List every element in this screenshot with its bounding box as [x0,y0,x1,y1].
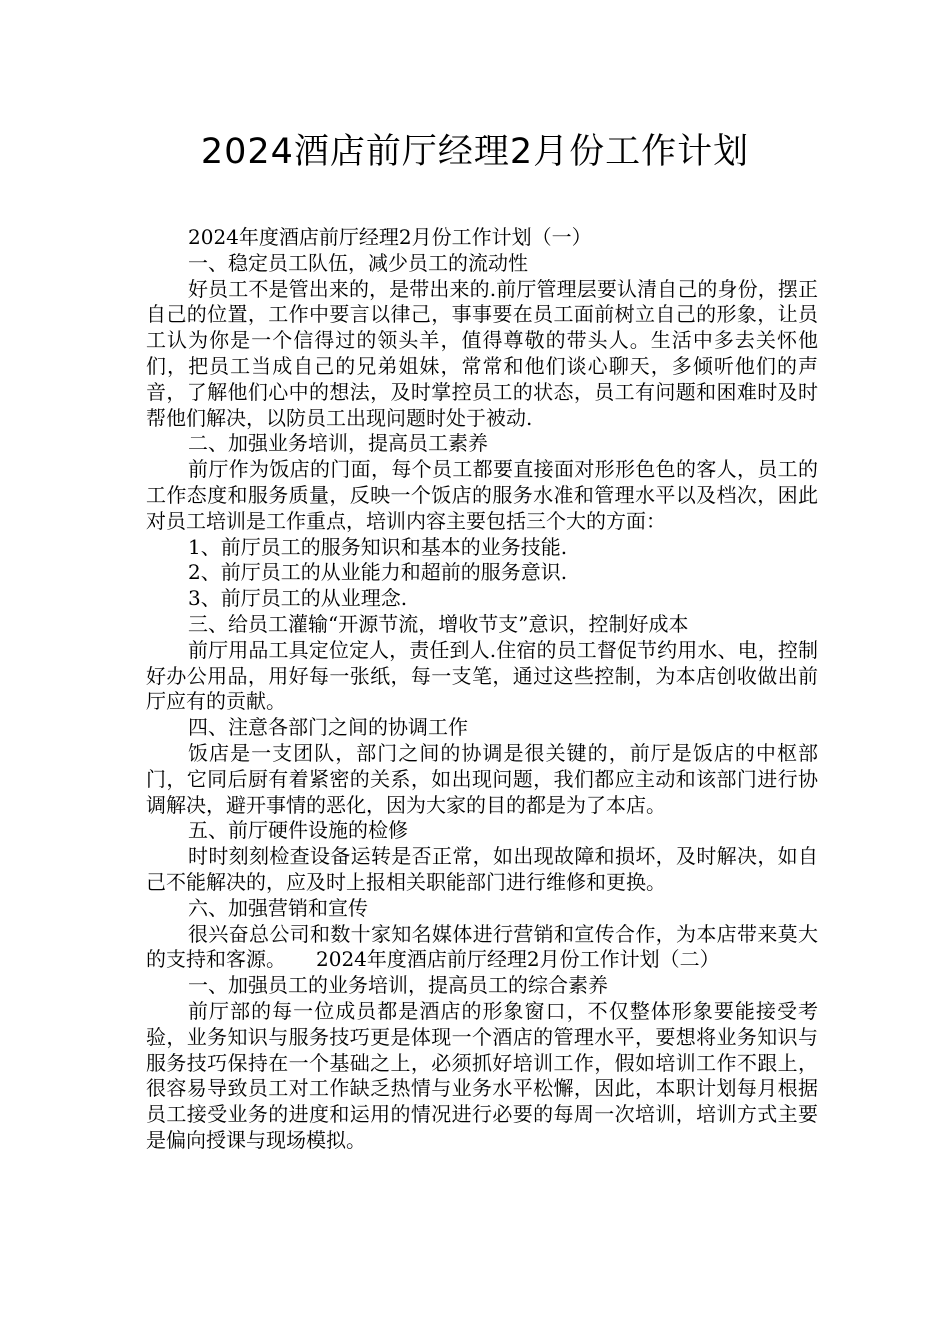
section-heading: 二、加强业务培训，提高员工素养 [188,431,488,456]
list-item: 3、前厅员工的从业理念. [188,586,408,611]
paragraph: 很兴奋总公司和数十家知名媒体进行营销和宣传合作，为本店带来莫大的支持和客源。 2024年度酒店前厅经理2月份工作计划（二） [146,921,818,972]
paragraph: 前厅用品工具定位定人，责任到人.住宿的员工督促节约用水、电，控制好办公用品，用好每一张纸，每一支笔，通过这些控制，为本店创收做出前厅应有的贡献。 [146,637,818,714]
paragraph: 前厅作为饭店的门面，每个员工都要直接面对形形色色的客人，员工的工作态度和服务质量，反映一个饭店的服务水准和管理水平以及档次，困此对员工培训是工作重点，培训内容主要包括三个大的方面： [146,457,818,533]
section-heading: 一、稳定员工队伍，减少员工的流动性 [188,250,528,275]
document-title: 2024酒店前厅经理2月份工作计划 [200,132,750,172]
paragraph: 好员工不是管出来的，是带出来的.前厅管理层要认清自己的身份，摆正自己的位置，工作中要言以律己，事事要在员工面前树立自己的形象，让员工认为你是一个信得过的领头羊，值得尊敬的带头人。生活中多去关怀他们，把员工当成自己的兄弟姐妹，常常和他们谈心聊天，多倾听他们的声音，了解他们心中的想法，及时掌控员工的状态，员工有问题和困难时及时帮他们解决，以防员工出现问题时处于被动. [146,276,818,430]
section-heading: 一、加强员工的业务培训，提高员工的综合素养 [188,973,608,998]
section-heading: 三、给员工灌输“开源节流，增收节支”意识，控制好成本 [188,611,689,636]
section-heading: 四、注意各部门之间的协调工作 [188,715,468,740]
section-heading: 五、前厅硬件设施的检修 [188,818,408,843]
paragraph: 饭店是一支团队，部门之间的协调是很关键的，前厅是饭店的中枢部门，它同后厨有着紧密的关系，如出现问题，我们都应主动和该部门进行协调解决，避开事情的恶化，因为大家的目的都是为了本店。 [146,740,818,817]
section-heading: 六、加强营销和宣传 [188,895,368,920]
paragraph: 前厅部的每一位成员都是酒店的形象窗口，不仅整体形象要能接受考验，业务知识与服务技巧更是体现一个酒店的管理水平，要想将业务知识与服务技巧保持在一个基础之上，必须抓好培训工作，假如培训工作不跟上，很容易导致员工对工作缺乏热情与业务水平松懈，因此，本职计划每月根据员工接受业务的进度和运用的情况进行必要的每周一次培训，培训方式主要是偏向授课与现场模拟。 [146,998,818,1152]
paragraph: 时时刻刻检查设备运转是否正常，如出现故障和损坏，及时解决，如自己不能解决的，应及时上报相关职能部门进行维修和更换。 [146,844,818,894]
plan-one-heading: 2024年度酒店前厅经理2月份工作计划（一） [188,225,592,249]
document-body [146,225,818,1154]
list-item: 2、前厅员工的从业能力和超前的服务意识. [188,560,568,585]
list-item: 1、前厅员工的服务知识和基本的业务技能. [188,534,568,559]
